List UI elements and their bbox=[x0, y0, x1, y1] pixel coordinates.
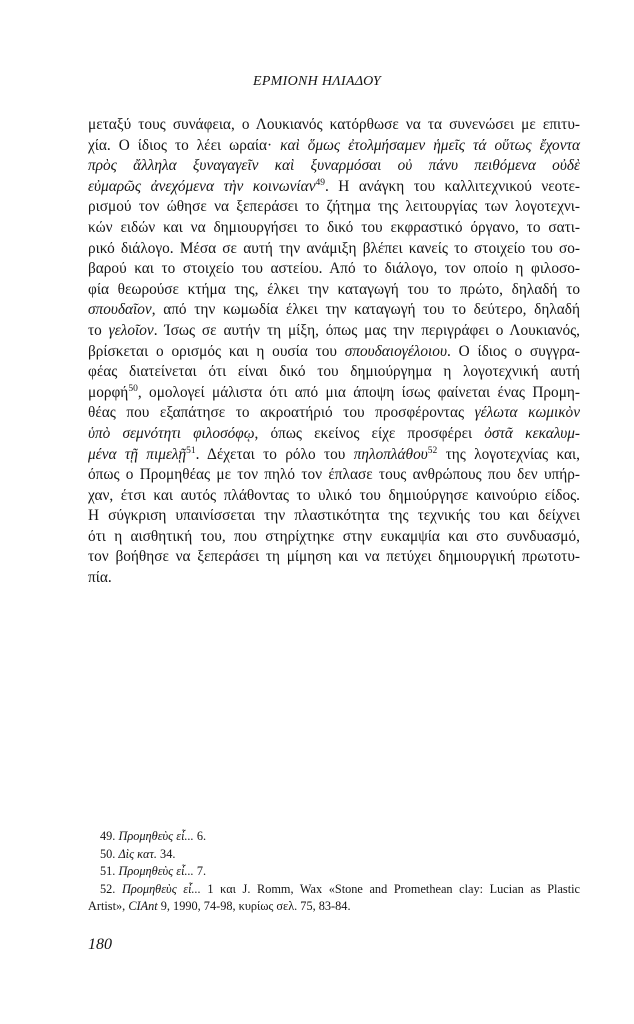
footnote-52: 52. Προμηθεὺς εἶ... 1 και J. Romm, Wax «Stone and Promethean clay: Lucian as Plastic bbox=[100, 881, 580, 896]
greek-quote: γέλωτα κωμικὸν bbox=[474, 404, 580, 422]
text-line: ὑπὸ σεμνότητι φιλοσόφῳ, όπως εκείνος είχε προσφέρει ὀστᾶ κεκαλυμ- bbox=[88, 424, 580, 442]
footnote-ref-51: 51 bbox=[186, 445, 196, 456]
greek-term: γελοῖον bbox=[108, 321, 154, 339]
text-line: ρικό διάλογο. Μέσα σε αυτή την ανάμιξη βλέπει κανείς το στοιχείο του σο- bbox=[88, 239, 580, 257]
footnote-49: 49. Προμηθεὺς εἶ... 6. bbox=[100, 829, 207, 843]
greek-quote: εὐμαρῶς ἀνεχόμενα τὴν κοινωνίαν bbox=[88, 177, 316, 195]
greek-quote: ὑπὸ σεμνότητι φιλοσόφῳ bbox=[88, 424, 255, 442]
text-line: χαν, έτσι και αυτός πλάθοντας το υλικό του δημιούργησε καινούριο είδος. bbox=[88, 486, 580, 504]
text-line: όπως ο Προμηθέας με τον πηλό τον έπλασε τους ανθρώπους που δεν υπήρ- bbox=[88, 466, 580, 484]
greek-quote: πρὸς ἄλληλα ξυναγαγεῖν καὶ ξυναρμόσαι οὐ πάνυ πειθόμενα οὐδὲ bbox=[88, 157, 580, 175]
footnotes bbox=[88, 828, 580, 916]
text-line: βρίσκεται ο ορισμός και η ουσία του σπουδαιογέλοιου. Ο ίδιος ο συγγρα- bbox=[88, 342, 580, 360]
text-line: μένα τῇ πιμελῇ$^{51}$. Δέχεται το ρόλο του πηλοπλάθου$^{52}$ της λογοτεχνίας και, bbox=[88, 445, 580, 463]
text-line: το γελοῖον. Ίσως σε αυτήν τη μίξη, όπως μας την περιγράφει ο Λουκιανός, bbox=[88, 321, 581, 339]
footnote-52-continued: Artist», CIAnt 9, 1990, 74-98, κυρίως σελ. 75, 83-84. bbox=[88, 899, 351, 913]
greek-term: πηλοπλάθου bbox=[353, 445, 428, 463]
page-number: 180 bbox=[88, 936, 112, 953]
text-line: πία. bbox=[88, 569, 112, 587]
text-line: Η σύγκριση υπαινίσσεται την πλαστικότητα της τεχνικής του και δείχνει bbox=[88, 507, 580, 525]
text-line: ότι η αισθητική του, που στηρίχτηκε στην ευκαμψία και στο συνδυασμό, bbox=[88, 527, 580, 545]
greek-quote: ὀστᾶ κεκαλυμ- bbox=[484, 424, 580, 442]
text-line: βαρού και το στοιχείο του αστείου. Από το διάλογο, τον οποίο η φιλοσο- bbox=[88, 260, 580, 278]
greek-term: σπουδαιογέλοιου bbox=[344, 342, 447, 360]
text-line: σπουδαῖον, από την κωμωδία έλκει την καταγωγή του το δεύτερο, δηλαδή bbox=[88, 301, 580, 319]
greek-term: σπουδαῖον bbox=[88, 301, 152, 319]
text-line: μορφή$^{50}$, ομολογεί μάλιστα ότι από μια άποψη ίσως φαίνεται ένας Προμη- bbox=[88, 383, 580, 401]
footnote-ref-50: 50 bbox=[128, 383, 138, 394]
footnote-50: 50. Δὶς κατ. 34. bbox=[100, 846, 176, 861]
text-line: μεταξύ τους συνάφεια, ο Λουκιανός κατόρθωσε να τα συνενώσει με επιτυ- bbox=[88, 116, 580, 133]
text-line: φέας διατείνεται ότι είναι δικό του δημιούργημα η λογοτεχνική αυτή bbox=[88, 363, 580, 381]
text-line: ρισμού τον ώθησε να ξεπεράσει το ζήτημα της λειτουργίας των λογοτεχνι- bbox=[88, 198, 580, 216]
text-line: κών ειδών και να δημιουργήσει το δικό του εκφραστικό όργανο, το σατι- bbox=[88, 218, 580, 236]
body-text bbox=[88, 115, 580, 589]
text-line: χία. Ο ίδιος το λέει ωραία· καὶ ὅμως ἐτολμήσαμεν ἡμεῖς τά οὕτως ἔχοντα bbox=[88, 136, 581, 154]
text-line: εὐμαρῶς ἀνεχόμενα τὴν κοινωνίαν$^{49}$. Η ανάγκη του καλλιτεχνικού νεοτε- bbox=[88, 177, 580, 195]
greek-quote: καὶ ὅμως ἐτολμήσαμεν ἡμεῖς τά οὕτως ἔχοντα bbox=[280, 136, 581, 154]
footnote-ref-52: 52 bbox=[427, 445, 438, 456]
text-line: φία θεωρούσε κτήμα της, έλκει την καταγωγή του το πρώτο, δηλαδή το bbox=[88, 280, 580, 298]
text-line: θέας που εξαπάτησε το ακροατήριό του προσφέροντας γέλωτα κωμικὸν bbox=[88, 404, 580, 422]
footnote-ref-49: 49 bbox=[315, 177, 325, 188]
footnote-51: 51. Προμηθεὺς εἶ... 7. bbox=[100, 864, 207, 878]
greek-quote: μένα τῇ πιμελῇ bbox=[88, 445, 187, 463]
text-line: τον βοήθησε να ξεπεράσει τη μίμηση και να πετύχει δημιουργική πρωτοτυ- bbox=[88, 548, 580, 566]
running-head: ΕΡΜΙΟΝΗ ΗΛΙΑΔΟΥ bbox=[252, 74, 382, 89]
